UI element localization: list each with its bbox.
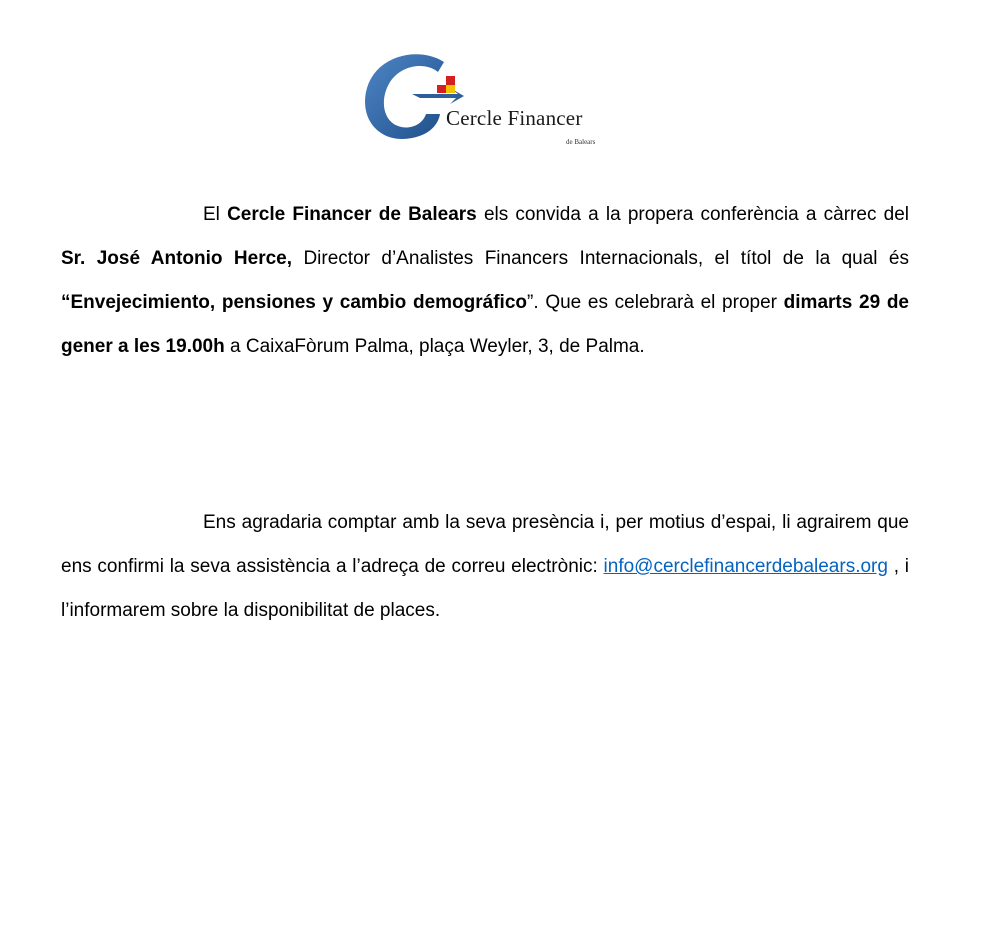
rsvp-paragraph [61,501,909,633]
text-run: a CaixaFòrum Palma, plaça Weyler, 3, de Palma. [224,336,645,357]
text-run: els convida a la propera conferència a càrrec del [476,204,909,225]
text-run: Ens agradaria comptar amb la seva presència i, per motius d’espai, li agrairem que ens confirmi la seva assistència a l’adreça de correu electrònic: [61,512,909,577]
logo-name: Cercle Financer [446,106,583,130]
cercle-financer-logo [360,48,620,156]
speaker-name: Sr. José Antonio Herce, [61,248,293,269]
text-run: Director d’Analistes Financers Internacionals, el títol de la qual és [292,248,909,269]
email-link[interactable]: info@cerclefinancerdebalears.org [603,556,888,577]
organization-name: Cercle Financer de Balears [227,204,477,225]
conference-title: “Envejecimiento, pensiones y cambio demográfico [61,292,528,313]
text-run: ”. Que es celebrarà el proper [527,292,784,313]
logo-subtitle: de Balears [566,138,596,146]
text-run: El [203,204,228,225]
invitation-paragraph [61,193,909,369]
event-date-time: dimarts 29 de gener a les 19.00h [61,292,909,357]
text-run: , i l’informarem sobre la disponibilitat de places. [61,556,909,621]
